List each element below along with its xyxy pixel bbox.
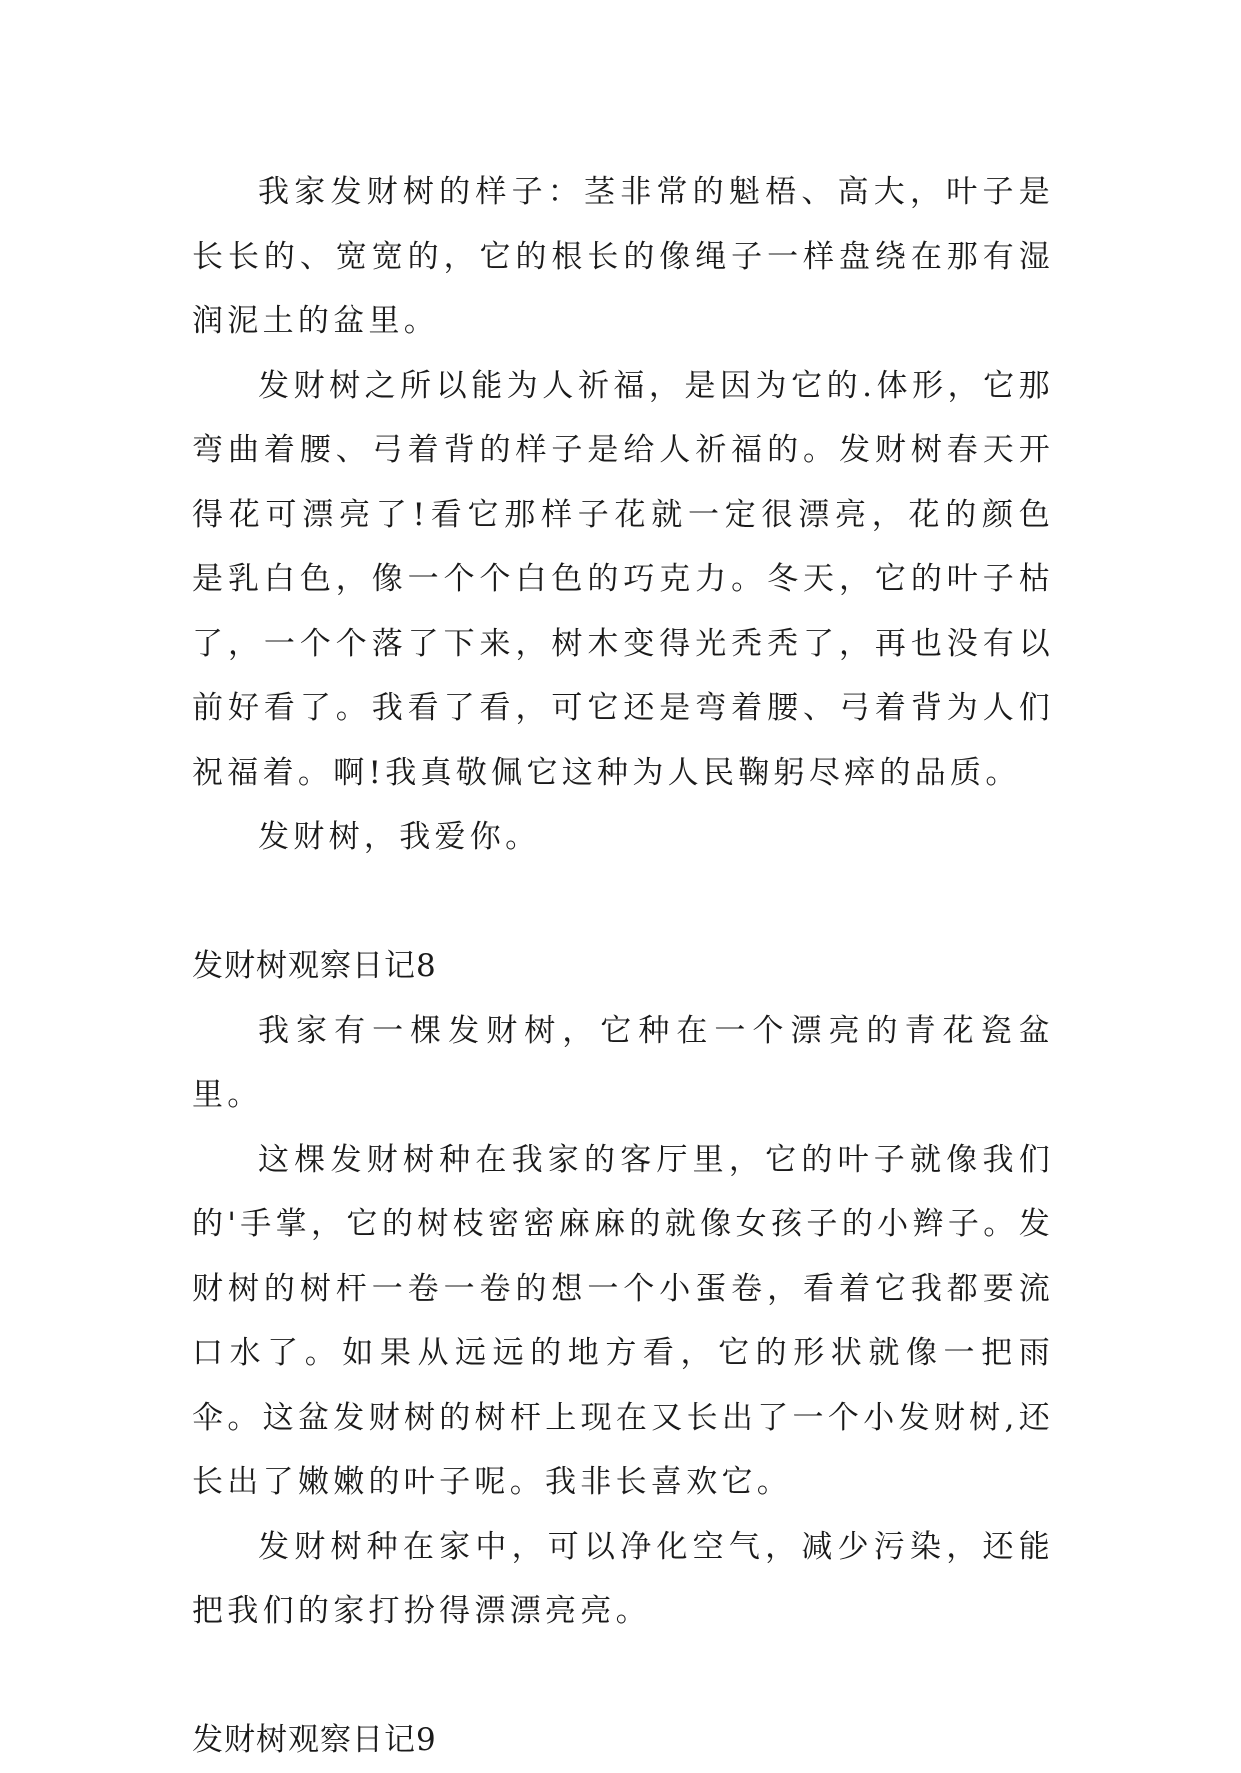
paragraph: 发财树之所以能为人祈福，是因为它的.体形，它那弯曲着腰、弓着背的样子是给人祈福的。发财树春天开得花可漂亮了!看它那样子花就一定很漂亮，花的颜色是乳白色，像一个个白色的巧克力。冬天，它的叶子枯了，一个个落了下来，树木变得光秃秃了，再也没有以前好看了。我看了看，可它还是弯着腰、弓着背为人们祝福着。啊!我真敬佩它这种为人民鞠躬尽瘁的品质。 [192, 367, 1054, 791]
section-spacer [192, 870, 1054, 935]
section-spacer [192, 1644, 1054, 1709]
paragraph: 发财树，我爱你。 [258, 819, 541, 855]
paragraph: 我家有一棵发财树，它种在一个漂亮的青花瓷盆里。 [192, 1012, 1054, 1113]
section-title: 发财树观察日记8 [192, 948, 437, 984]
paragraph: 我家发财树的样子：茎非常的魁梧、高大，叶子是长长的、宽宽的，它的根长的像绳子一样盘绕在那有湿润泥土的盆里。 [192, 174, 1054, 339]
paragraph: 发财树种在家中，可以净化空气，减少污染，还能把我们的家打扮得漂漂亮亮。 [192, 1528, 1054, 1629]
paragraph: 这棵发财树种在我家的客厅里，它的叶子就像我们的'手掌，它的树枝密密麻麻的就像女孩子的小辫子。发财树的树杆一卷一卷的想一个小蛋卷，看着它我都要流口水了。如果从远远的地方看，它的形状就像一把雨伞。这盆发财树的树杆上现在又长出了一个小发财树,还长出了嫩嫩的叶子呢。我非长喜欢它。 [192, 1141, 1054, 1500]
section-title: 发财树观察日记9 [192, 1722, 437, 1758]
document-page [192, 160, 1054, 1773]
